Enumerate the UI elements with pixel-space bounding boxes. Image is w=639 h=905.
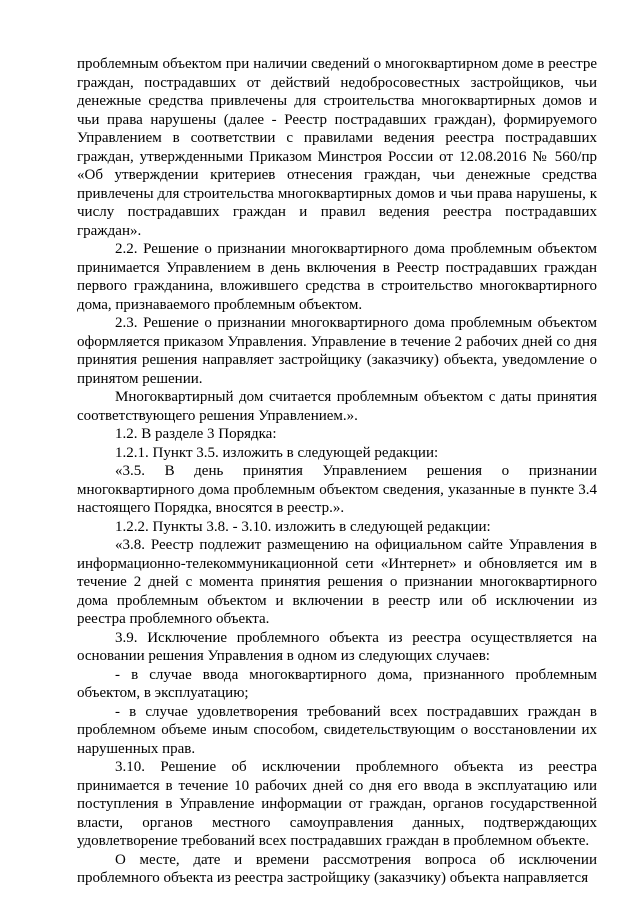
paragraph-2-3: 2.3. Решение о признании многоквартирного дома проблемным объектом оформляется приказом Управления. Управление в течение 2 рабочих дней со дня принятия решения направляет застройщику (заказчику) объекта, уведомление о принятом решении. (77, 315, 597, 387)
paragraph-1-2-2: 1.2.2. Пункты 3.8. - 3.10. изложить в следующей редакции: (115, 518, 491, 535)
paragraph-2-2: 2.2. Решение о признании многоквартирного дома проблемным объектом принимается Управлением в день включения в Реестр пострадавших граждан первого гражданина, вложившего средства в строительство многоквартирного дома, признаваемого проблемным объектом. (77, 241, 597, 313)
document-page (77, 55, 597, 888)
paragraph-3-8: «3.8. Реестр подлежит размещению на официальном сайте Управления в информационно-телекоммуникационной сети «Интернет» и обновляется им в течение 2 дней с момента принятия решения о признании многоквартирного дома проблемным объектом и включении в реестр или об исключении из реестра проблемного объекта. (77, 537, 597, 627)
paragraph-continuation: проблемным объектом при наличии сведений о многоквартирном доме в реестре граждан, пострадавших от действий недобросовестных застройщиков, чьи денежные средства привлечены для строительства многоквартирных домов и чьи права нарушены (далее - Реестр пострадавших граждан), формируемого Управлением в соответствии с правилами ведения реестра пострадавших граждан, утвержденными Приказом Минстроя России от 12.08.2016 № 560/пр «Об утверждении критериев отнесения граждан, чьи денежные средства привлечены для строительства многоквартирных домов и чьи права нарушены, к числу пострадавших граждан и правил ведения реестра пострадавших граждан». (77, 56, 597, 239)
paragraph-3-9: 3.9. Исключение проблемного объекта из реестра осуществляется на основании решения Управления в одном из следующих случаев: (77, 629, 597, 664)
paragraph-notification: О месте, дате и времени рассмотрения вопроса об исключении проблемного объекта из реестра застройщику (заказчику) объекта направляется (77, 851, 597, 886)
list-item-commissioning: - в случае ввода многоквартирного дома, признанного проблемным объектом, в эксплуатацию; (77, 666, 597, 701)
paragraph-3-5: «3.5. В день принятия Управлением решения о признании многоквартирного дома проблемным объектом сведения, указанные в пункте 3.4 настоящего Порядка, вносятся в реестр.». (77, 463, 597, 516)
list-item-requirements-satisfied: - в случае удовлетворения требований всех пострадавших граждан в проблемном объеме иным способом, свидетельствующим о восстановлении их нарушенных прав. (77, 703, 597, 757)
paragraph-1-2: 1.2. В разделе 3 Порядка: (115, 426, 277, 442)
paragraph-problem-object-date: Многоквартирный дом считается проблемным объектом с даты принятия соответствующего решения Управлением.». (77, 389, 597, 424)
paragraph-3-10: 3.10. Решение об исключении проблемного объекта из реестра принимается в течение 10 рабочих дней со дня его ввода в эксплуатацию или поступления в Управление информации от граждан, органов государственной власти, органов местного самоуправления данных, подтверждающих удовлетворение требований всех пострадавших граждан в проблемном объекте. (77, 759, 597, 849)
paragraph-1-2-1: 1.2.1. Пункт 3.5. изложить в следующей редакции: (115, 444, 439, 461)
